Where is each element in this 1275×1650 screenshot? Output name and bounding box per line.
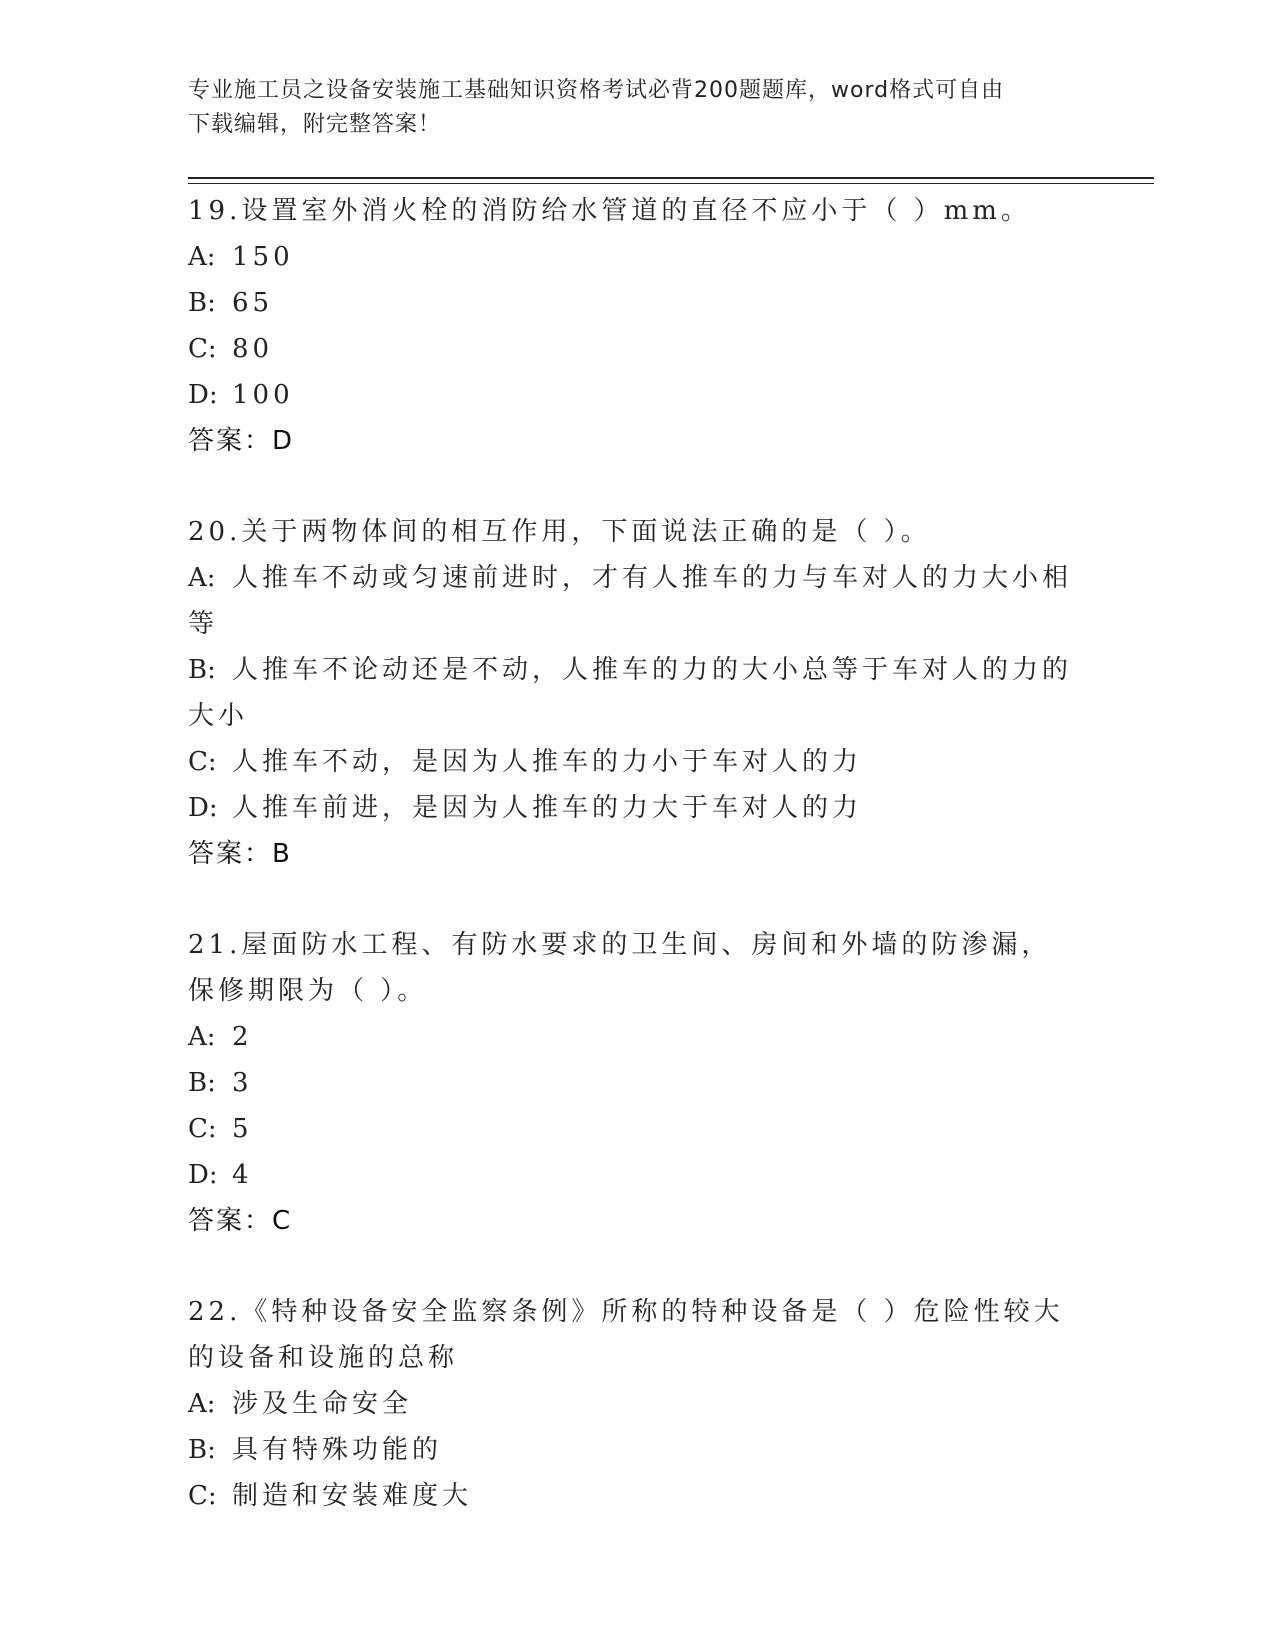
option-text: 5 — [232, 1114, 253, 1144]
option-a: A: 人推车不动或匀速前进时，才有人推车的力与车对人的力大小相等 — [188, 563, 1073, 639]
option-a: A: 150 — [188, 242, 294, 272]
option-key: C — [188, 747, 208, 777]
option-text: 2 — [232, 1022, 253, 1052]
option-d: D: 人推车前进，是因为人推车的力大于车对人的力 — [188, 793, 863, 823]
option-a: A: 涉及生命安全 — [188, 1389, 413, 1419]
answer-value: B — [272, 839, 292, 869]
option-text: 100 — [232, 380, 294, 410]
option-b: B: 3 — [188, 1068, 253, 1098]
option-text: 65 — [232, 288, 274, 318]
option-text: 制造和安装难度大 — [232, 1481, 473, 1511]
option-key: D — [188, 1160, 209, 1190]
question-21 — [188, 922, 1088, 1244]
option-c: C: 80 — [188, 334, 274, 364]
question-stem: 19.设置室外消火栓的消防给水管道的直径不应小于（ ）mm。 — [188, 196, 1031, 226]
option-text: 80 — [232, 334, 274, 364]
answer-value: D — [272, 426, 295, 456]
option-b: B: 65 — [188, 288, 274, 318]
question-list — [188, 188, 1088, 1564]
answer-label: 答案： — [188, 426, 273, 456]
option-key: B — [188, 655, 208, 685]
header-line-1: 专业施工员之设备安装施工基础知识资格考试必背200题题库，word格式可自由 — [188, 78, 1005, 103]
option-d: D: 100 — [188, 380, 294, 410]
header-line-2: 下载编辑，附完整答案！ — [188, 112, 442, 137]
question-20 — [188, 509, 1088, 877]
option-text: 人推车不动或匀速前进时，才有人推车的力与车对人的力大小相等 — [188, 563, 1073, 639]
option-d: D: 4 — [188, 1160, 253, 1190]
option-key: A — [188, 563, 207, 593]
answer-line — [188, 418, 1088, 464]
option-b: B: 人推车不论动还是不动，人推车的力的大小总等于车对人的力的大小 — [188, 655, 1073, 731]
option-text: 人推车不动，是因为人推车的力小于车对人的力 — [232, 747, 863, 777]
option-c: C: 制造和安装难度大 — [188, 1481, 473, 1511]
option-text: 涉及生命安全 — [232, 1389, 413, 1419]
question-22 — [188, 1289, 1088, 1519]
answer-line — [188, 831, 1088, 877]
option-key: C — [188, 1114, 208, 1144]
option-key: C — [188, 1481, 208, 1511]
header-divider-thick — [188, 177, 1154, 179]
option-key: B — [188, 1068, 208, 1098]
option-text: 4 — [232, 1160, 253, 1190]
question-stem: 22.《特种设备安全监察条例》所称的特种设备是（ ）危险性较大的设备和设施的总称 — [188, 1297, 1064, 1373]
option-key: B — [188, 288, 208, 318]
question-stem: 21.屋面防水工程、有防水要求的卫生间、房间和外墙的防渗漏，保修期限为（ ）。 — [188, 930, 1052, 1006]
header-divider-thin — [188, 183, 1154, 184]
option-key: D — [188, 380, 209, 410]
option-c: C: 人推车不动，是因为人推车的力小于车对人的力 — [188, 747, 863, 777]
option-c: C: 5 — [188, 1114, 253, 1144]
option-text: 150 — [232, 242, 294, 272]
option-key: B — [188, 1435, 208, 1465]
option-text: 人推车前进，是因为人推车的力大于车对人的力 — [232, 793, 863, 823]
option-text: 具有特殊功能的 — [232, 1435, 443, 1465]
option-b: B: 具有特殊功能的 — [188, 1435, 443, 1465]
option-key: A — [188, 242, 207, 272]
answer-label: 答案： — [188, 1206, 273, 1236]
answer-label: 答案： — [188, 839, 273, 869]
option-text: 3 — [232, 1068, 253, 1098]
option-key: A — [188, 1389, 207, 1419]
option-key: C — [188, 334, 208, 364]
option-a: A: 2 — [188, 1022, 253, 1052]
answer-line — [188, 1198, 1088, 1244]
answer-value: C — [272, 1206, 293, 1236]
option-key: D — [188, 793, 209, 823]
question-stem: 20.关于两物体间的相互作用，下面说法正确的是（ ）。 — [188, 517, 931, 547]
document-header — [188, 74, 1078, 142]
option-text: 人推车不论动还是不动，人推车的力的大小总等于车对人的力的大小 — [188, 655, 1073, 731]
option-key: A — [188, 1022, 207, 1052]
question-19 — [188, 188, 1088, 464]
